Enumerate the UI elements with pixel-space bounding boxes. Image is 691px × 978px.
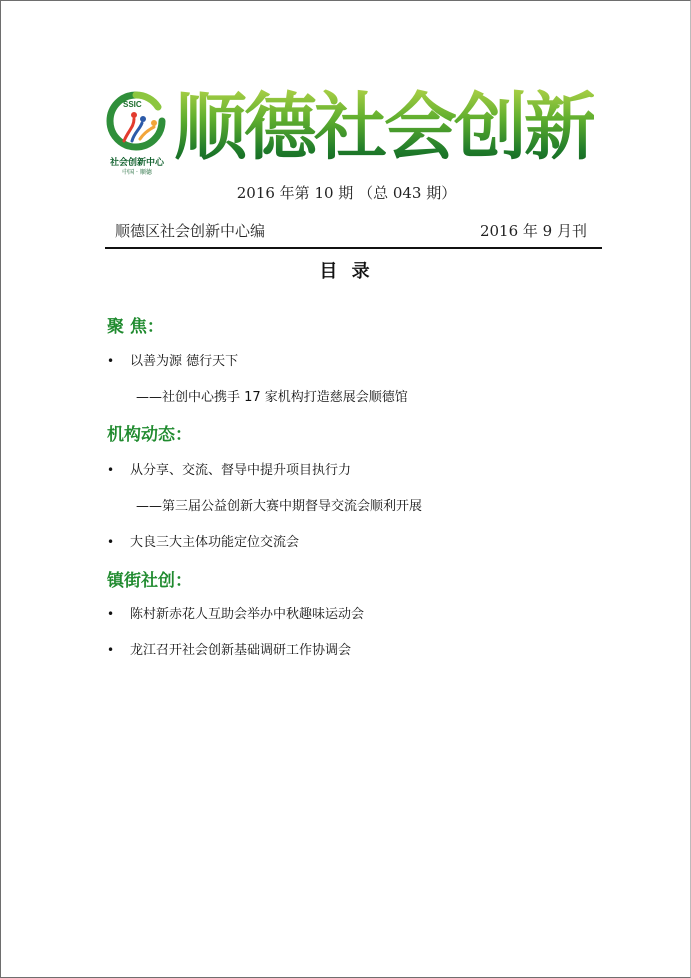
editor-line: 顺德区社会创新中心编: [115, 222, 266, 240]
logo-acronym: SSIC: [123, 100, 142, 109]
masthead: [104, 85, 594, 179]
section-heading-org-news: 机构动态：: [107, 425, 192, 445]
ssic-logo: [104, 89, 170, 175]
toc-item-title: 从分享、交流、督导中提升项目执行力: [130, 463, 352, 478]
logo-subtitle: 中国 · 顺德: [122, 169, 152, 176]
publication-date: 2016 年 9 月刊: [479, 222, 587, 240]
toc-item-title: 大良三大主体功能定位交流会: [130, 535, 300, 550]
bullet: •: [107, 607, 115, 621]
toc-item-subtitle: ——社创中心携手 17 家机构打造慈展会顺德馆: [136, 390, 408, 405]
toc-item-subtitle: ——第三届公益创新大赛中期督导交流会顺利开展: [136, 499, 423, 514]
logo-name: 社会创新中心: [109, 158, 164, 168]
toc-title: 目 录: [319, 261, 374, 282]
section-heading-focus: 聚 焦：: [107, 317, 164, 337]
toc-item-title: 陈村新赤花人互助会举办中秋趣味运动会: [130, 607, 365, 622]
issue-line: 2016 年第 10 期 （总 043 期）: [236, 184, 457, 202]
toc-item: [107, 459, 351, 478]
bullet: •: [107, 354, 115, 368]
toc-item-title: 以善为源 德行天下: [130, 354, 239, 369]
bullet: •: [107, 463, 115, 477]
bullet: •: [107, 643, 115, 657]
header-divider: [105, 247, 602, 249]
toc-item: [107, 531, 299, 550]
toc-item: [107, 350, 238, 369]
toc-item: [107, 603, 364, 622]
section-heading-town-innovation: 镇街社创：: [107, 571, 192, 591]
toc-item: [107, 639, 351, 658]
toc-item-title: 龙江召开社会创新基础调研工作协调会: [130, 643, 352, 658]
publication-title: 顺德社会创新: [174, 83, 594, 173]
bullet: •: [107, 535, 115, 549]
